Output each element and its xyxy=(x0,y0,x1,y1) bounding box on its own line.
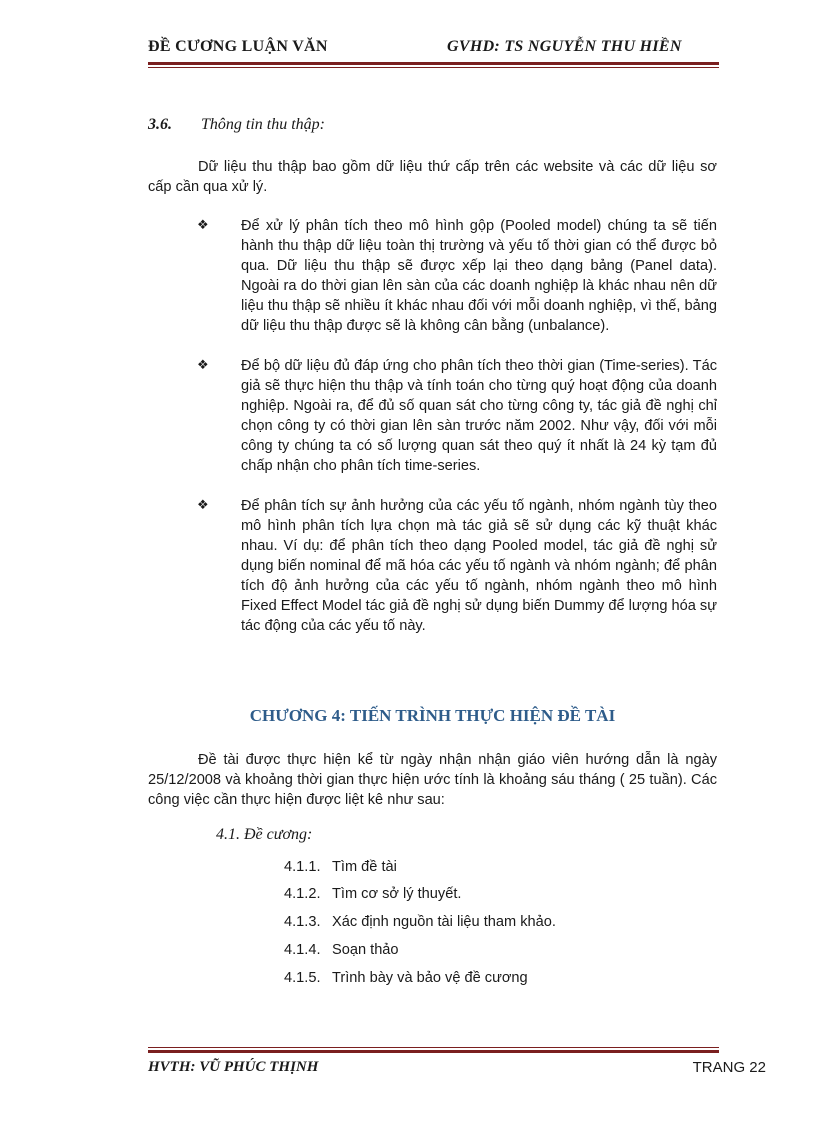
list-item-text: Xác định nguồn tài liệu tham khảo. xyxy=(332,914,556,930)
diamond-bullet-icon: ❖ xyxy=(197,358,209,373)
header-rule xyxy=(148,62,719,65)
bullet-item xyxy=(197,496,717,636)
section-title: Thông tin thu thập: xyxy=(201,116,326,133)
list-item-text: Tìm cơ sở lý thuyết. xyxy=(332,886,462,902)
diamond-bullet-icon: ❖ xyxy=(197,498,209,513)
list-item xyxy=(284,970,528,986)
chapter-title: CHƯƠNG 4: TIẾN TRÌNH THỰC HIỆN ĐỀ TÀI xyxy=(249,706,616,725)
diamond-bullet-icon: ❖ xyxy=(197,218,209,233)
bullet-item xyxy=(197,216,717,336)
list-item-number: 4.1.2. xyxy=(284,886,321,902)
list-item xyxy=(284,859,397,875)
subsection-heading: 4.1. Đề cương: xyxy=(216,826,313,843)
list-item-number: 4.1.5. xyxy=(284,970,321,986)
footer-rule-thin xyxy=(148,1047,719,1048)
bullet-text: Để phân tích sự ảnh hưởng của các yếu tố ngành, nhóm ngành tùy theo mô hình phân tích lựa chọn mà tác giả sẽ sử dụng các kỹ thuật khác nhau. Ví dụ: để phân tích theo dạng Pooled model, tác giả đề nghị sử dụng biến nominal để mã hóa các yếu tố ngành và nhóm ngành; để phân tích độ ảnh hưởng của các yếu tố ngành, nhóm ngành theo mô hình Fixed Effect Model tác giả đề nghị sử dụng biến Dummy để lượng hóa sự tác động của các yếu tố này. xyxy=(241,498,717,634)
header-rule-thin xyxy=(148,67,719,68)
header-advisor: GVHD: TS NGUYỄN THU HIỀN xyxy=(447,38,682,55)
bullet-text: Để xử lý phân tích theo mô hình gộp (Pooled model) chúng ta sẽ tiến hành thu thập dữ liệu toàn thị trường và yếu tố thời gian có thể được bỏ qua. Dữ liệu thu thập sẽ được xếp lại theo dạng bảng (Panel data). Ngoài ra do thời gian lên sàn của các doanh nghiệp là khác nhau nên dữ liệu thu thập sẽ nhiều ít khác nhau đối với mỗi doanh nghiệp, vì thế, bảng dữ liệu thu thập được sẽ là không cân bằng (unbalance). xyxy=(241,218,717,334)
bullet-item xyxy=(197,356,717,476)
list-item-text: Trình bày và bảo vệ đề cương xyxy=(332,970,528,986)
list-item xyxy=(284,914,556,930)
bullet-text: Để bộ dữ liệu đủ đáp ứng cho phân tích theo thời gian (Time-series). Tác giả sẽ thực hiện thu thập và tính toán cho từng quý hoạt động của doanh nghiệp. Ngoài ra, để đủ số quan sát cho từng công ty, tác giả đề nghị chỉ chọn công ty có thời gian lên sàn trước năm 2002. Như vậy, đối với mỗi công ty chúng ta có số lượng quan sát theo quý ít nhất là 24 kỳ tạm đủ chấp nhận cho phân tích time-series. xyxy=(241,358,717,474)
list-item-number: 4.1.1. xyxy=(284,859,321,875)
intro-paragraph: Dữ liệu thu thập bao gồm dữ liệu thứ cấp trên các website và các dữ liệu sơ cấp cần qua xử lý. xyxy=(148,159,717,195)
list-item xyxy=(284,942,399,958)
list-item xyxy=(284,886,461,902)
chapter-paragraph: Đề tài được thực hiện kể từ ngày nhận nhận giáo viên hướng dẫn là ngày 25/12/2008 và khoảng thời gian thực hiện ước tính là khoảng sáu tháng ( 25 tuần). Các công việc cần thực hiện được liệt kê như sau: xyxy=(148,752,717,808)
list-item-text: Tìm đề tài xyxy=(332,859,397,875)
list-item-number: 4.1.3. xyxy=(284,914,321,930)
footer-rule xyxy=(148,1050,719,1053)
page-number: TRANG 22 xyxy=(692,1059,766,1076)
list-item-text: Soạn thảo xyxy=(332,942,399,958)
section-number: 3.6. xyxy=(148,116,172,133)
header-document-title: ĐỀ CƯƠNG LUẬN VĂN xyxy=(148,38,328,55)
footer-author: HVTH: VŨ PHÚC THỊNH xyxy=(148,1059,319,1075)
list-item-number: 4.1.4. xyxy=(284,942,321,958)
section-heading xyxy=(148,116,648,134)
